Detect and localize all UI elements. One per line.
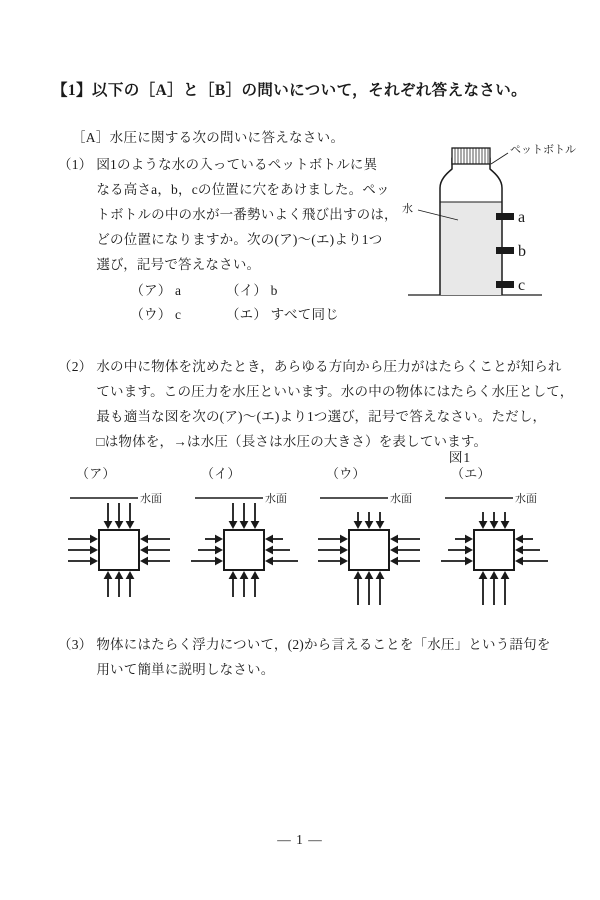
option-figure-e[interactable] — [441, 484, 559, 614]
choice-option-b[interactable] — [226, 283, 278, 298]
pressure-arrow-diagram — [316, 484, 434, 609]
question-3-number: （3） — [58, 637, 93, 652]
choice-mark: （ウ） — [130, 307, 172, 322]
pressure-arrow-right — [390, 546, 420, 555]
choice-option-d[interactable] — [226, 307, 339, 322]
option-figure-i[interactable] — [191, 484, 309, 614]
pressure-arrow-left — [318, 557, 348, 566]
pressure-arrow-top — [126, 503, 135, 529]
question-1-body — [96, 152, 398, 327]
question-1-choices — [96, 279, 398, 327]
pressure-arrow-right — [140, 535, 170, 544]
section-a-intro: ［A］水圧に関する次の問いに答えなさい。 — [72, 130, 345, 145]
page-number: — 1 — — [277, 832, 323, 847]
hole-marker-a — [496, 213, 514, 220]
hole-label-a: a — [518, 209, 526, 226]
pressure-arrow-top — [479, 512, 488, 529]
pressure-arrow-top — [115, 503, 124, 529]
pressure-arrow-bottom — [501, 571, 510, 605]
option-label-u: （ウ） — [326, 466, 366, 481]
pressure-arrow-right — [265, 557, 298, 566]
pressure-arrow-left — [198, 546, 223, 555]
pressure-arrow-top — [104, 503, 113, 529]
water-surface-label: 水面 — [390, 493, 412, 505]
object-square — [99, 530, 139, 570]
choice-row — [130, 279, 398, 303]
choice-option-c[interactable] — [130, 303, 222, 327]
option-labels-row — [0, 463, 600, 483]
question-2-line: ています。この圧力を水圧といいます。水の中の物体にはたらく水圧として， — [96, 384, 574, 399]
pressure-arrow-right — [265, 535, 283, 544]
pressure-arrow-diagram — [441, 484, 559, 609]
pressure-arrow-bottom — [240, 571, 249, 597]
figure-1-pet-bottle — [400, 144, 585, 465]
pressure-arrow-bottom — [365, 571, 374, 605]
question-1-number: （1） — [58, 157, 93, 172]
choice-mark: （エ） — [225, 307, 268, 322]
bottle-cap — [452, 148, 490, 164]
pressure-arrow-right — [515, 546, 540, 555]
choice-text: a — [175, 283, 182, 298]
water-label: 水 — [402, 203, 413, 215]
pressure-arrow-right — [140, 546, 170, 555]
choice-text: すべて同じ — [270, 307, 339, 322]
pressure-arrow-diagram — [191, 484, 309, 609]
pressure-arrow-top — [354, 512, 363, 529]
water-fill — [440, 202, 502, 295]
pressure-arrow-left — [318, 535, 348, 544]
pet-bottle-diagram — [400, 144, 585, 334]
hole-marker-c — [496, 281, 514, 288]
object-square — [224, 530, 264, 570]
pressure-arrow-bottom — [229, 571, 238, 597]
hole-label-b: b — [518, 243, 526, 260]
pressure-arrow-left — [191, 557, 223, 566]
pressure-arrow-bottom — [479, 571, 488, 605]
hole-label-c: c — [518, 277, 526, 294]
question-1-line: トボトルの中の水が一番勢いよく飛び出すのは， — [96, 207, 398, 222]
choice-text: b — [270, 283, 278, 298]
figure-1-caption: 図1 — [448, 450, 472, 465]
pressure-arrow-bottom — [115, 571, 124, 597]
pressure-arrow-top — [501, 512, 510, 529]
question-1-line: なる高さa，b，cの位置に穴をあけました。ペッ — [96, 182, 390, 197]
choice-option-a[interactable] — [130, 279, 222, 303]
question-2-line: 最も適当な図を次の(ア)～(エ)より1つ選び，記号で答えなさい。ただし， — [96, 409, 547, 424]
question-3 — [58, 632, 558, 682]
pressure-arrow-bottom — [104, 571, 113, 597]
pressure-arrow-right — [515, 535, 533, 544]
pressure-arrow-left — [68, 535, 98, 544]
pressure-arrow-left — [68, 557, 98, 566]
pressure-arrow-bottom — [376, 571, 385, 605]
question-3-line: 用いて簡単に説明しなさい。 — [96, 662, 275, 677]
question-2 — [58, 354, 574, 454]
bottle-label-leader — [491, 153, 508, 164]
option-label-a: （ア） — [76, 466, 116, 481]
bottle-label: ペットボトル — [510, 144, 576, 156]
pressure-arrow-right — [515, 557, 548, 566]
page-title: 【1】以下の［A］と［B］の問いについて，それぞれ答えなさい。 — [52, 82, 528, 99]
choice-text: c — [175, 307, 182, 322]
water-surface-label: 水面 — [140, 493, 162, 505]
object-square — [349, 530, 389, 570]
question-2-number: （2） — [58, 359, 93, 374]
pressure-arrow-right — [140, 557, 170, 566]
pressure-arrow-bottom — [354, 571, 363, 605]
option-label-i: （イ） — [201, 466, 241, 481]
question-2-line: □は物体を，→は水圧（長さは水圧の大きさ）を表しています。 — [96, 434, 488, 449]
pressure-arrow-bottom — [490, 571, 499, 605]
pressure-arrow-left — [318, 546, 348, 555]
pressure-arrow-top — [229, 503, 238, 529]
pressure-arrow-right — [390, 557, 420, 566]
option-figure-u[interactable] — [316, 484, 434, 614]
choice-mark: （ア） — [130, 283, 172, 298]
water-surface-label: 水面 — [265, 493, 287, 505]
pressure-arrow-diagram — [66, 484, 184, 609]
pressure-arrow-top — [376, 512, 385, 529]
pressure-arrow-left — [455, 535, 473, 544]
question-2-body — [96, 354, 573, 454]
question-3-body — [96, 632, 558, 682]
pressure-arrow-top — [251, 503, 260, 529]
water-surface-label: 水面 — [515, 493, 537, 505]
option-figures-row — [0, 484, 600, 609]
pressure-arrow-top — [240, 503, 249, 529]
question-1-line: どの位置になりますか。次の(ア)～(エ)より1つ — [96, 232, 383, 247]
option-figure-a[interactable] — [66, 484, 184, 614]
pressure-arrow-left — [448, 546, 473, 555]
pressure-arrow-bottom — [126, 571, 135, 597]
option-label-e: （エ） — [451, 466, 491, 481]
pressure-arrow-right — [265, 546, 290, 555]
hole-marker-b — [496, 247, 514, 254]
pressure-arrow-left — [205, 535, 223, 544]
pressure-arrow-top — [490, 512, 499, 529]
pressure-arrow-top — [365, 512, 374, 529]
question-3-line: 物体にはたらく浮力について，(2)から言えることを「水圧」という語句を — [96, 637, 551, 652]
question-1 — [58, 152, 398, 327]
question-1-line: 図1のような水の入っているペットボトルに異 — [96, 157, 378, 172]
pressure-arrow-right — [390, 535, 420, 544]
pressure-arrow-bottom — [251, 571, 260, 597]
object-square — [474, 530, 514, 570]
choice-row — [130, 303, 398, 327]
pressure-arrow-left — [441, 557, 473, 566]
question-2-line: 水の中に物体を沈めたとき，あらゆる方向から圧力がはたらくことが知られ — [96, 359, 562, 374]
pressure-arrow-left — [68, 546, 98, 555]
choice-mark: （イ） — [225, 283, 268, 298]
question-1-line: 選び，記号で答えなさい。 — [96, 257, 261, 272]
